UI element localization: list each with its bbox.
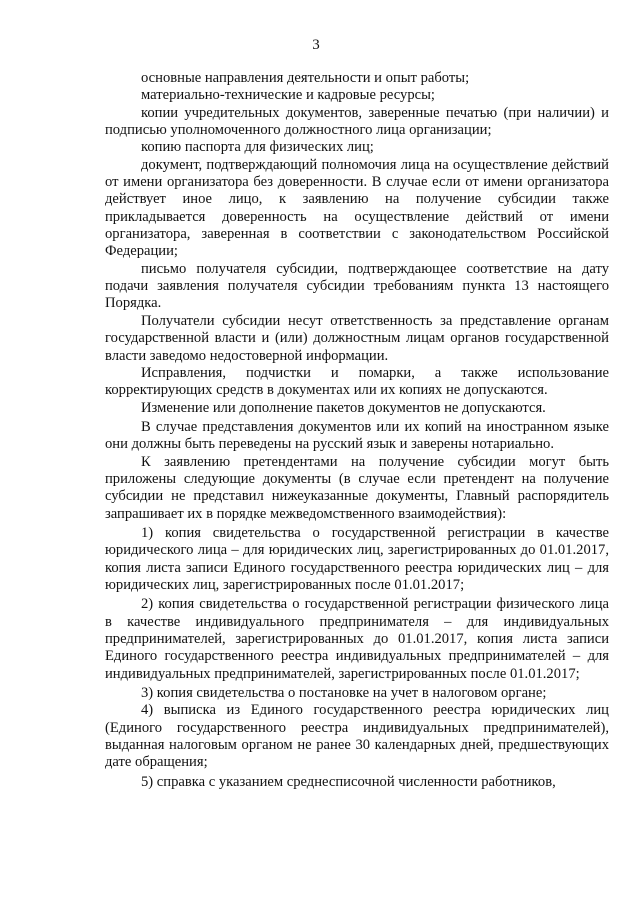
page-number: 3 — [312, 37, 320, 53]
document-body — [105, 70, 609, 791]
paragraph-passport-copy: копию паспорта для физических лиц; — [141, 139, 374, 156]
paragraph-responsibility: Получатели субсидии несут ответственность за представление органам государственной власти и (или) должностным лицам органов государственной власти заведомо недостоверной информации. — [105, 312, 609, 364]
paragraph-foreign-language: В случае представления документов или их копий на иностранном языке они должны быть переведены на русский язык и заверены нотариально. — [105, 418, 609, 453]
list-item-employee-count: 5) справка с указанием среднесписочной численности работников, — [141, 773, 556, 790]
paragraph-activity-directions: основные направления деятельности и опыт работы; — [141, 70, 470, 86]
paragraph-attached-documents: К заявлению претендентами на получение субсидии могут быть приложены следующие документы (в случае если претендент на получение субсидии не представил нижеуказанные документы, Главный распорядитель запрашивает их в порядке межведомственного взаимодействия): — [105, 453, 609, 522]
paragraph-no-changes: Изменение или дополнение пакетов документов не допускаются. — [141, 399, 546, 416]
paragraph-founding-documents: копии учредительных документов, заверенные печатью (при наличии) и подписью уполномоченного должностного лица организации; — [105, 104, 609, 139]
paragraph-authority-document: документ, подтверждающий полномочия лица на осуществление действий от имени организатора без доверенности. В случае если от имени организатора действует иное лицо, к заявлению на получение субсидии также прикладывается доверенность на осуществление действий от имени организатора, заверенная в соответствии с законодательством Российской Федерации; — [105, 156, 609, 260]
list-item-tax-registration: 3) копия свидетельства о постановке на учет в налоговом органе; — [141, 685, 547, 702]
paragraph-resources: материально-технические и кадровые ресурсы; — [141, 87, 435, 104]
paragraph-corrections: Исправления, подчистки и помарки, а также использование корректирующих средств в документах или их копиях не допускаются. — [105, 364, 609, 399]
list-item-entrepreneur-registration: 2) копия свидетельства о государственной регистрации физического лица в качестве индивидуального предпринимателя – для индивидуальных предпринимателей, зарегистрированных до 01.01.2017, копия листа записи Единого государственного реестра индивидуальных предпринимателей – для индивидуальных предпринимателей, зарегистрированных после 01.01.2017; — [105, 596, 609, 682]
paragraph-recipient-letter: письмо получателя субсидии, подтверждающее соответствие на дату подачи заявления получателя субсидии требованиям пункта 13 настоящего Порядка. — [105, 260, 609, 312]
list-item-legal-entity-registration: 1) копия свидетельства о государственной регистрации в качестве юридического лица – для юридических лиц, зарегистрированных до 01.01.2017, копия листа записи Единого государственного реестра юридических лиц – для юридических лиц, зарегистрированных после 01.01.2017; — [105, 524, 609, 593]
list-item-registry-extract: 4) выписка из Единого государственного реестра юридических лиц (Единого государственного реестра индивидуальных предпринимателей), выданная налоговым органом не ранее 30 календарных дней, предшествующих дате обращения; — [105, 702, 609, 771]
